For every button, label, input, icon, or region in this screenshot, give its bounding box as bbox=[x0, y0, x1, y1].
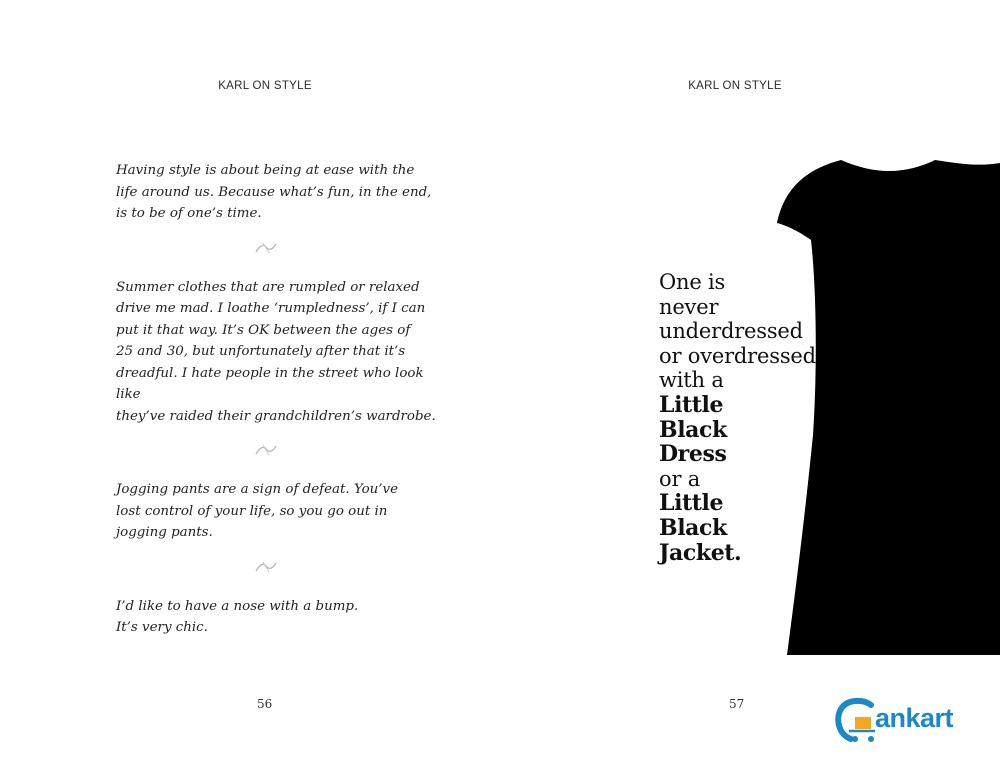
headline-emphasis: Black bbox=[659, 514, 727, 541]
flourish-icon bbox=[254, 443, 278, 457]
headline-emphasis: Black bbox=[659, 416, 727, 443]
ornament-divider bbox=[116, 558, 436, 582]
page-number-right: 57 bbox=[729, 697, 745, 711]
headline-emphasis: Jacket. bbox=[659, 539, 742, 566]
headline-line: or overdressed bbox=[659, 343, 816, 368]
headline-emphasis: Little bbox=[659, 490, 724, 517]
quote-style-ease: Having style is about being at ease with the life around us. Because what’s fun, in the end, is to be of one’s time. bbox=[116, 163, 432, 221]
headline-line: or a bbox=[659, 466, 701, 491]
watermark-logo bbox=[835, 697, 975, 747]
ornament-divider bbox=[116, 441, 436, 465]
quote-nose-bump: I’d like to have a nose with a bump. It’s very chic. bbox=[116, 598, 359, 635]
headline-quote bbox=[659, 270, 859, 565]
running-head-right: KARL ON STYLE bbox=[688, 80, 782, 92]
running-head-left: KARL ON STYLE bbox=[218, 80, 312, 92]
headline-emphasis: Dress bbox=[659, 441, 727, 468]
flourish-icon bbox=[254, 241, 278, 255]
quote-summer-clothes: Summer clothes that are rumpled or relaxed drive me mad. I loathe ‘rumpledness’, if I can put it that way. It’s OK between the ages of 25 and 30, but unfortunately after that it’s dreadful. I hate people in the street who look like they’ve raided their grandchildren’s wardrobe. bbox=[116, 279, 436, 424]
watermark-text: ankart bbox=[875, 703, 954, 733]
headline-line: underdressed bbox=[659, 319, 803, 344]
quote-jogging-pants: Jogging pants are a sign of defeat. You’ve lost control of your life, so you go out in jogging pants. bbox=[116, 482, 399, 540]
headline-line: with a bbox=[659, 368, 724, 393]
flourish-icon bbox=[254, 560, 278, 574]
right-page bbox=[500, 0, 1000, 765]
ornament-divider bbox=[116, 239, 436, 263]
headline-line: One is bbox=[659, 270, 726, 294]
quotes-block bbox=[116, 160, 436, 639]
headline-line: never bbox=[659, 294, 719, 319]
headline-emphasis: Little bbox=[659, 391, 724, 418]
page-number-left: 56 bbox=[257, 697, 273, 711]
